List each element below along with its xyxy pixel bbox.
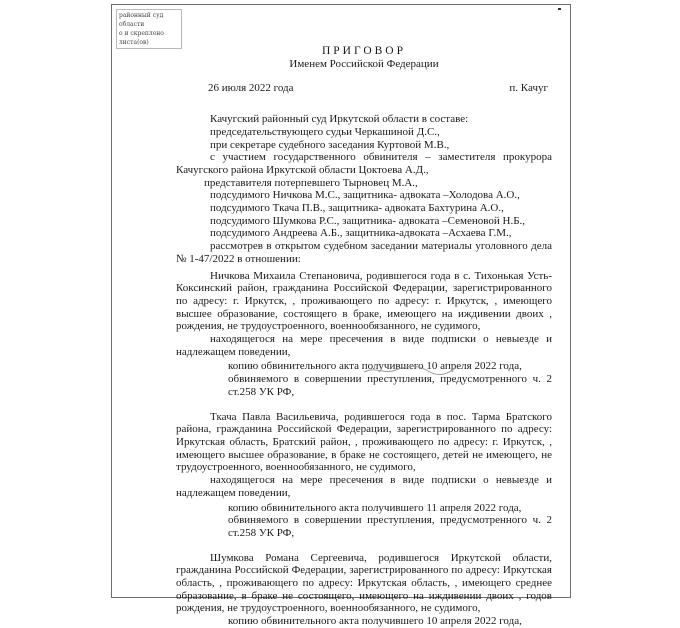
- court-line: Качугский районный суд Иркутской области в составе:: [210, 113, 469, 126]
- date-place-row: [176, 82, 552, 95]
- scan-speck: [558, 8, 561, 10]
- signature-mark: [362, 363, 458, 377]
- court-line: председательствующего судьи Черкашиной Д.С.,: [210, 125, 440, 138]
- document-subtitle: Именем Российской Федерации: [289, 57, 439, 70]
- stamp-line: области: [119, 21, 145, 28]
- court-line: Качугского района Иркутской области Цоктоева А.Д.,: [176, 163, 429, 176]
- defendant-charge: обвиняемого в совершении преступления, предусмотренного ч. 2 ст.258 УК РФ,: [228, 373, 552, 398]
- document-page: [111, 4, 571, 628]
- stamp-line: районный суд: [119, 12, 164, 19]
- defendant-bio: Шумкова Романа Сергеевича, родившегося Иркутской области, гражданина Российской Федерации, зарегистрированного по адресу: Иркутская область, , проживающего по адресу: Иркутская область, , имеющего среднее образование, в браке не состоящего, имеющего на иждивении двоих , годов рождения, не трудоустроенного, военнообязанного, не судимого,: [176, 551, 552, 615]
- defendant-bio: Ничкова Михаила Степановича, родившегося года в с. Тихонькая Усть-Коксинский район, гражданина Российской Федерации, зарегистрированного по адресу: г. Иркутск, , проживающего по адресу: г. Иркутск, , имеющего высшее образование, состоящего в браке, имеющего на иждивении двоих , рождения, не трудоустроенного, военнообязанного, не судимого,: [176, 269, 552, 333]
- defendant-measure: находящегося на мере пресечения в виде подписки о невыезде и надлежащем поведении,: [176, 333, 552, 358]
- court-line: с участием государственного обвинителя – заместителя прокурора: [210, 151, 552, 164]
- defendant-copy: копию обвинительного акта получившего 10 апреля 2022 года,: [228, 615, 522, 628]
- court-line: подсудимого Ничкова М.С., защитника- адвоката –Холодова А.О.,: [210, 189, 520, 202]
- stamp-line: листа(ов): [119, 39, 149, 46]
- court-line: представителя потерпевшего Тырновец М.А.,: [204, 176, 418, 189]
- defendant-charge: обвиняемого в совершении преступления, предусмотренного ч. 2 ст.258 УК РФ,: [228, 514, 552, 539]
- verdict-text: [176, 45, 552, 628]
- court-stamp: [116, 9, 182, 49]
- defendant-copy: копию обвинительного акта получившего 10 апреля 2022 года,: [228, 360, 522, 373]
- court-line: подсудимого Шумкова Р.С., защитника- адвоката –Семеновой Н.Б.,: [210, 214, 526, 227]
- defendant-measure: находящегося на мере пресечения в виде подписки о невыезде и надлежащем поведении,: [176, 474, 552, 499]
- verdict-date: 26 июля 2022 года: [208, 82, 294, 95]
- verdict-place: п. Качуг: [509, 82, 548, 95]
- document-title: ПРИГОВОР: [321, 45, 407, 57]
- stamp-line: о и скреплено: [119, 30, 164, 37]
- defendant-copy: копию обвинительного акта получившего 11 апреля 2022 года,: [228, 501, 522, 514]
- court-line: при секретаре судебного заседания Куртовой М.В.,: [210, 138, 450, 151]
- court-line: подсудимого Ткача П.В., защитника- адвоката Бахтурина А.О.,: [210, 202, 504, 215]
- defendant-bio: Ткача Павла Васильевича, родившегося года в пос. Тарма Братского района, гражданина Российской Федерации, зарегистрированного по адресу: Иркутская область, Братский район, , проживающего по адресу: г. Иркутск, , имеющего высшее образование, в браке не состоящего, детей не имеющего, не трудоустроенного, военнообязанного, не судимого,: [176, 410, 552, 474]
- court-line: рассмотрев в открытом судебном заседании материалы уголовного дела № 1-47/2022 в отношении:: [176, 240, 552, 265]
- court-line: подсудимого Андреева А.Б., защитника-адвоката –Асхаева Г.М.,: [210, 227, 512, 240]
